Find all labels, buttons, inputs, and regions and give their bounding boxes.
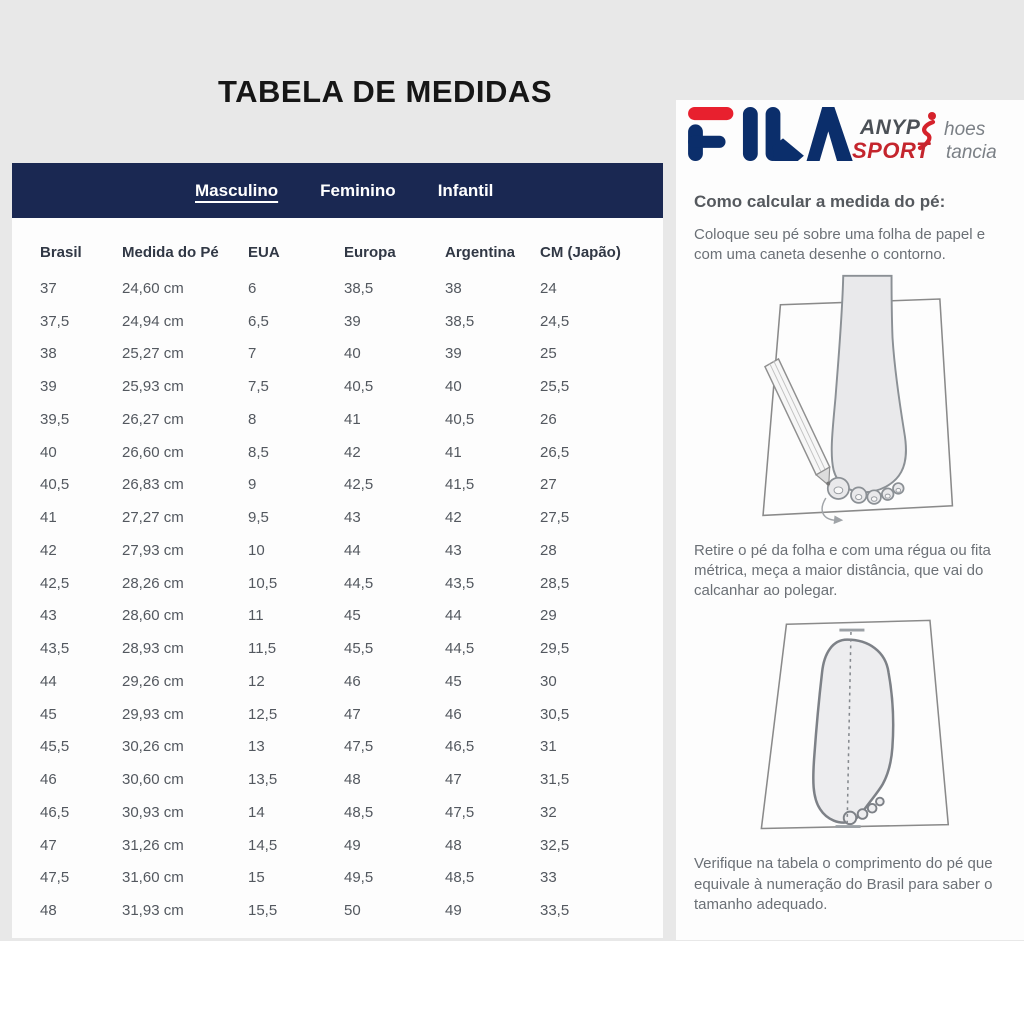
watermark-anyp-text: ANYP	[860, 116, 921, 139]
table-cell: 46,5	[445, 738, 475, 756]
table-cell: 25,93 cm	[122, 378, 184, 396]
table-cell: 39	[40, 378, 57, 396]
table-cell: 28,60 cm	[122, 607, 184, 625]
table-cell: 26	[540, 410, 557, 428]
instruction-step2: Retire o pé da folha e com uma régua ou fita métrica, meça a maior distância, que vai do calcanhar ao polegar.	[694, 541, 991, 599]
table-cell: 39	[445, 345, 462, 363]
table-cell: 14,5	[248, 836, 278, 854]
table-cell: 49,5	[344, 869, 374, 887]
table-cell: 31,60 cm	[122, 869, 184, 887]
table-cell: 44	[40, 672, 57, 690]
table-cell: 33	[540, 869, 557, 887]
table-cell: 9,5	[248, 509, 269, 527]
tab-feminino[interactable]: Feminino	[320, 180, 396, 200]
table-row	[40, 403, 655, 436]
column-header-brasil: Brasil	[40, 243, 82, 261]
table-cell: 11,5	[248, 640, 277, 658]
table-cell: 48	[344, 771, 361, 789]
table-cell: 10,5	[248, 574, 278, 592]
table-cell: 33,5	[540, 902, 570, 920]
table-cell: 31,26 cm	[122, 836, 184, 854]
instructions-card	[676, 100, 1024, 940]
table-cell: 42	[445, 509, 462, 527]
table-cell: 13	[248, 738, 265, 756]
table-cell: 40,5	[344, 378, 374, 396]
size-table-header-row	[40, 232, 655, 272]
table-cell: 27	[540, 476, 557, 494]
table-cell: 48,5	[445, 869, 475, 887]
fila-logo	[688, 107, 858, 161]
tab-masculino[interactable]: Masculino	[195, 180, 279, 200]
table-cell: 12	[248, 672, 265, 690]
anypshoes-sportancia-watermark	[852, 116, 1022, 176]
table-cell: 47	[40, 836, 57, 854]
table-cell: 28,26 cm	[122, 574, 184, 592]
table-cell: 29,5	[540, 640, 570, 658]
table-cell: 43,5	[445, 574, 475, 592]
size-table-card	[12, 163, 663, 938]
table-cell: 15,5	[248, 902, 278, 920]
table-cell: 43,5	[40, 640, 70, 658]
table-cell: 25,5	[540, 378, 570, 396]
table-cell: 27,27 cm	[122, 509, 184, 527]
column-header-argentina: Argentina	[445, 243, 516, 261]
tab-infantil[interactable]: Infantil	[437, 180, 494, 200]
table-cell: 44,5	[344, 574, 374, 592]
table-cell: 44	[445, 607, 462, 625]
table-row	[40, 600, 655, 633]
table-cell: 40	[445, 378, 462, 396]
table-cell: 31,5	[540, 771, 570, 789]
table-row	[40, 763, 655, 796]
table-cell: 46	[40, 771, 57, 789]
table-cell: 39	[344, 312, 361, 330]
table-cell: 11	[248, 607, 264, 625]
table-cell: 38	[445, 279, 462, 297]
instruction-step1: Coloque seu pé sobre uma folha de papel e com uma caneta desenhe o contorno.	[694, 226, 986, 264]
gender-tabs-bar	[12, 163, 663, 218]
table-row	[40, 272, 655, 305]
table-row	[40, 698, 655, 731]
table-cell: 48	[445, 836, 462, 854]
table-cell: 42	[40, 541, 57, 559]
instructions-heading: Como calcular a medida do pé:	[694, 192, 946, 211]
table-cell: 47	[445, 771, 462, 789]
table-row	[40, 436, 655, 469]
table-cell: 7	[248, 345, 257, 363]
table-row	[40, 534, 655, 567]
table-cell: 43	[40, 607, 57, 625]
table-row	[40, 469, 655, 502]
column-header-eua: EUA	[248, 243, 280, 261]
table-cell: 49	[445, 902, 462, 920]
table-cell: 41	[40, 509, 57, 527]
table-cell: 39,5	[40, 410, 70, 428]
table-row	[40, 862, 655, 895]
table-cell: 6	[248, 279, 257, 297]
table-cell: 30,5	[540, 705, 570, 723]
table-cell: 45	[445, 672, 462, 690]
table-cell: 6,5	[248, 312, 269, 330]
table-cell: 29,26 cm	[122, 672, 184, 690]
foot-tracing-illustration	[705, 270, 995, 528]
table-cell: 24,94 cm	[122, 312, 184, 330]
table-cell: 38,5	[344, 279, 374, 297]
table-cell: 44,5	[445, 640, 475, 658]
table-cell: 46,5	[40, 803, 70, 821]
table-cell: 47,5	[40, 869, 70, 887]
table-cell: 25,27 cm	[122, 345, 184, 363]
table-cell: 26,5	[540, 443, 570, 461]
table-row	[40, 338, 655, 371]
table-cell: 30,93 cm	[122, 803, 184, 821]
table-cell: 31,93 cm	[122, 902, 184, 920]
watermark-tancia-text: tancia	[946, 142, 997, 163]
table-cell: 28,5	[540, 574, 570, 592]
table-cell: 13,5	[248, 771, 278, 789]
table-cell: 7,5	[248, 378, 269, 396]
table-cell: 32,5	[540, 836, 570, 854]
brand-logos-row	[676, 100, 1024, 186]
table-cell: 45,5	[40, 738, 70, 756]
table-cell: 45	[344, 607, 361, 625]
table-cell: 42	[344, 443, 361, 461]
table-cell: 37,5	[40, 312, 70, 330]
table-cell: 24,60 cm	[122, 279, 184, 297]
table-cell: 24,5	[540, 312, 570, 330]
table-cell: 42,5	[40, 574, 70, 592]
size-table	[12, 218, 663, 927]
table-cell: 30	[540, 672, 557, 690]
column-header-medida: Medida do Pé	[122, 243, 219, 261]
table-cell: 28	[540, 541, 557, 559]
table-row	[40, 894, 655, 927]
table-row	[40, 665, 655, 698]
footprint-measure-illustration	[705, 605, 995, 841]
table-cell: 47,5	[344, 738, 374, 756]
table-cell: 37	[40, 279, 57, 297]
table-cell: 48,5	[344, 803, 374, 821]
table-row	[40, 370, 655, 403]
table-cell: 40,5	[40, 476, 70, 494]
table-cell: 48	[40, 902, 57, 920]
table-cell: 44	[344, 541, 361, 559]
table-cell: 30,60 cm	[122, 771, 184, 789]
table-cell: 45	[40, 705, 57, 723]
watermark-hoes-text: hoes	[944, 119, 986, 140]
table-cell: 47,5	[445, 803, 475, 821]
table-cell: 47	[344, 705, 361, 723]
table-cell: 28,93 cm	[122, 640, 184, 658]
table-cell: 26,83 cm	[122, 476, 184, 494]
table-cell: 10	[248, 541, 265, 559]
table-cell: 38	[40, 345, 57, 363]
table-cell: 27,5	[540, 509, 570, 527]
table-cell: 40,5	[445, 410, 475, 428]
size-table-rows	[40, 272, 655, 927]
table-cell: 41	[344, 410, 361, 428]
table-cell: 40	[40, 443, 57, 461]
table-cell: 31	[540, 738, 557, 756]
table-cell: 38,5	[445, 312, 475, 330]
table-cell: 30,26 cm	[122, 738, 184, 756]
table-cell: 43	[445, 541, 462, 559]
table-cell: 32	[540, 803, 557, 821]
table-cell: 9	[248, 476, 257, 494]
table-cell: 26,60 cm	[122, 443, 184, 461]
table-cell: 43	[344, 509, 361, 527]
table-cell: 40	[344, 345, 361, 363]
table-row	[40, 305, 655, 338]
table-cell: 25	[540, 345, 557, 363]
table-row	[40, 632, 655, 665]
watermark-sport-text: SPORT	[852, 138, 930, 163]
table-cell: 15	[248, 869, 265, 887]
table-cell: 12,5	[248, 705, 278, 723]
table-row	[40, 501, 655, 534]
table-cell: 24	[540, 279, 557, 297]
table-cell: 49	[344, 836, 361, 854]
table-cell: 42,5	[344, 476, 374, 494]
table-row	[40, 829, 655, 862]
table-cell: 27,93 cm	[122, 541, 184, 559]
table-cell: 45,5	[344, 640, 374, 658]
table-cell: 46	[445, 705, 462, 723]
table-cell: 14	[248, 803, 265, 821]
column-header-cm-japao: CM (Japão)	[540, 243, 621, 261]
table-row	[40, 567, 655, 600]
table-cell: 29,93 cm	[122, 705, 184, 723]
table-cell: 26,27 cm	[122, 410, 184, 428]
table-row	[40, 731, 655, 764]
page-title: TABELA DE MEDIDAS	[218, 74, 552, 109]
table-cell: 8,5	[248, 443, 269, 461]
table-row	[40, 796, 655, 829]
column-header-europa: Europa	[344, 243, 396, 261]
table-cell: 29	[540, 607, 557, 625]
table-cell: 50	[344, 902, 361, 920]
table-cell: 41,5	[445, 476, 475, 494]
instruction-step3: Verifique na tabela o comprimento do pé que equivale à numeração do Brasil para saber o tamanho adequado.	[694, 855, 993, 913]
table-cell: 41	[445, 443, 462, 461]
table-cell: 46	[344, 672, 361, 690]
table-cell: 8	[248, 410, 257, 428]
